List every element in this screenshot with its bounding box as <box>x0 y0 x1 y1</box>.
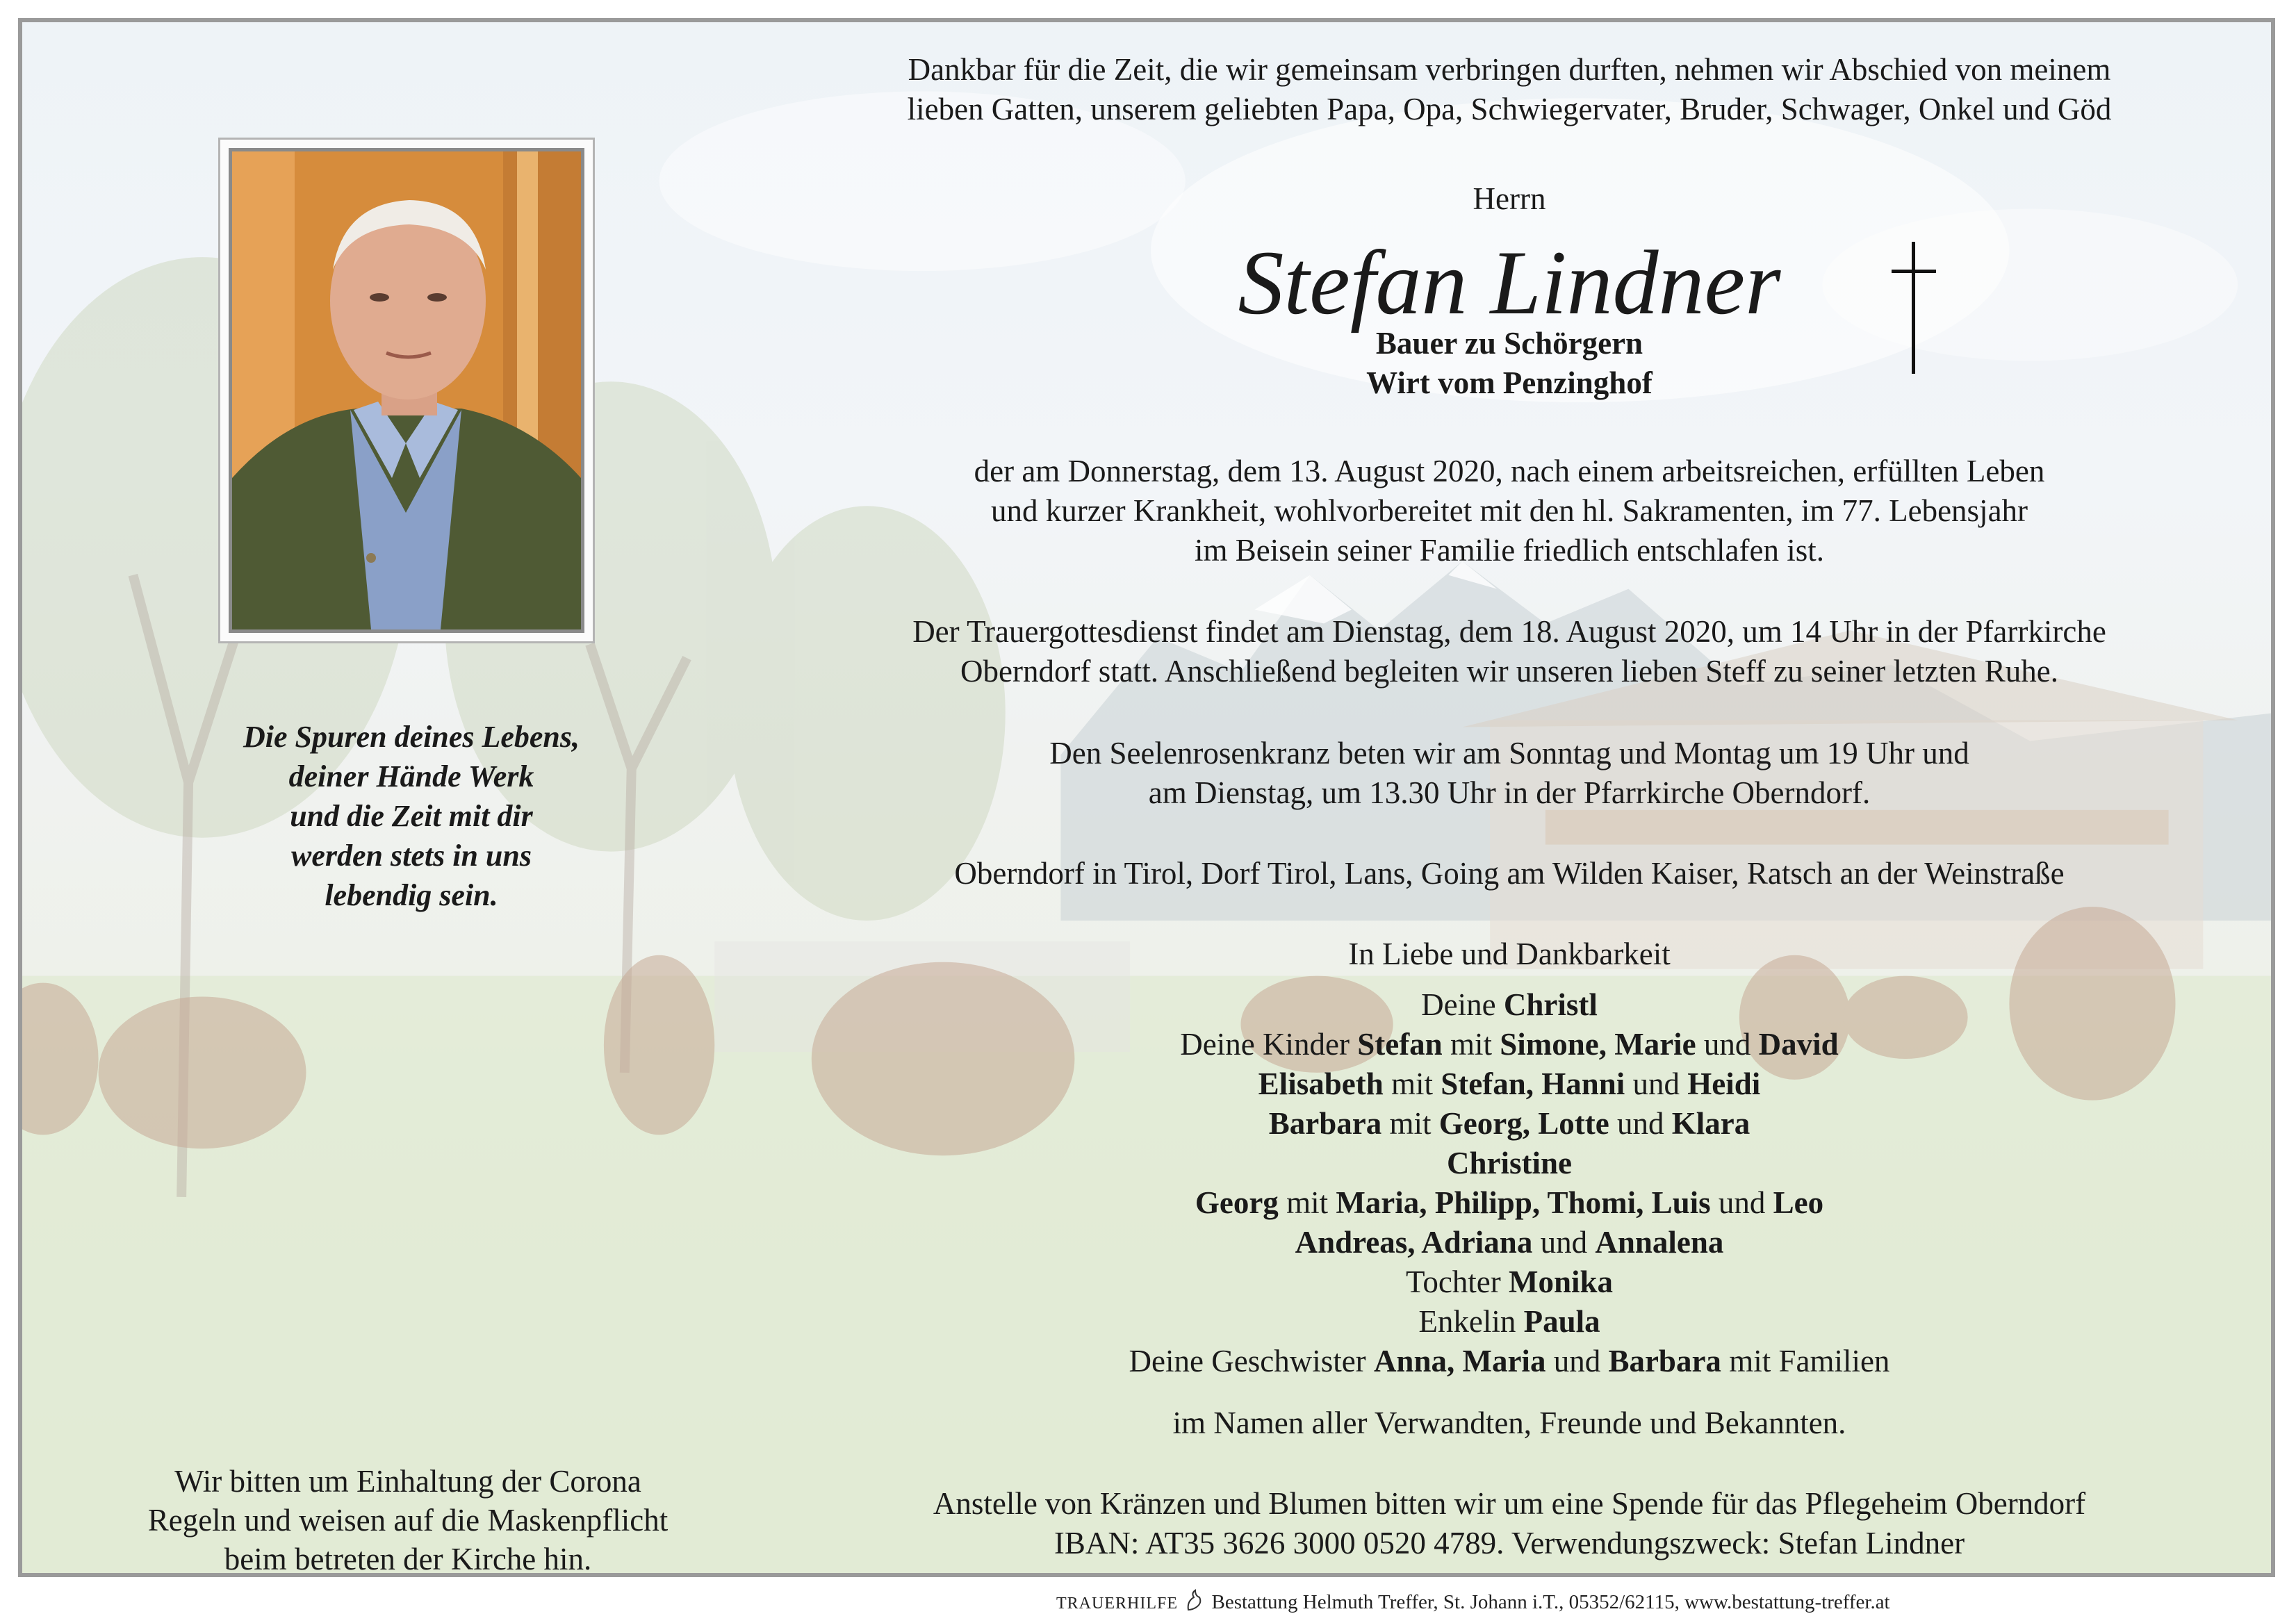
quote-line: Die Spuren deines Lebens, <box>243 720 580 754</box>
deceased-name: Stefan Lindner <box>1238 231 1781 333</box>
notice-line: der am Donnerstag, dem 13. August 2020, nach einem arbeitsreichen, erfüllten Leben <box>974 454 2045 488</box>
corona-line: beim betreten der Kirche hin. <box>224 1542 592 1576</box>
mourner-line: Deine Kinder Stefan mit Simone, Marie und David <box>1180 1027 1839 1062</box>
mourner-line: Andreas, Adriana und Annalena <box>1295 1225 1724 1260</box>
mourner-line: Deine Geschwister Anna, Maria und Barbara mit Familien <box>1129 1344 1890 1378</box>
funeral-line: Der Trauergottesdienst findet am Dienstag, dem 18. August 2020, um 14 Uhr in der Pfarrkirche <box>912 614 2106 649</box>
deceased-titles <box>794 324 2225 403</box>
mourner-line: Tochter Monika <box>1405 1264 1614 1299</box>
funeral-line: Oberndorf statt. Anschließend begleiten wir unseren lieben Steff zu seiner letzten Ruhe. <box>960 654 2058 689</box>
portrait-photo <box>229 148 584 633</box>
obituary-card <box>18 18 2275 1577</box>
notice-line: im Beisein seiner Familie friedlich entschlafen ist. <box>1195 533 1824 568</box>
mourner-line: Georg mit Maria, Philipp, Thomi, Luis und Leo <box>1195 1185 1824 1220</box>
footer-text: Bestattung Helmuth Treffer, St. Johann i.T., 05352/62115, www.bestattung-treffer.at <box>1211 1591 1890 1613</box>
quote-line: und die Zeit mit dir <box>290 799 533 833</box>
closing-phrase: In Liebe und Dankbarkeit <box>1348 937 1671 971</box>
title-line: Wirt vom Penzinghof <box>1366 365 1653 400</box>
rosary-info <box>794 734 2225 813</box>
mourner-line: Deine Christl <box>1421 987 1598 1022</box>
mourner-line: Elisabeth mit Stefan, Hanni und Heidi <box>1258 1066 1761 1101</box>
salutation: Herrn <box>1473 181 1546 216</box>
death-notice <box>794 452 2225 570</box>
mourners-list <box>794 985 2225 1381</box>
notice-line: und kurzer Krankheit, wohlvorbereitet mit den hl. Sakramenten, im 77. Lebensjahr <box>990 493 2028 528</box>
corona-line: Wir bitten um Einhaltung der Corona <box>174 1464 641 1499</box>
mourner-line: Barbara mit Georg, Lotte und Klara <box>1268 1106 1750 1141</box>
dove-icon <box>1186 1589 1204 1613</box>
mourner-line: Christine <box>1447 1146 1572 1180</box>
corona-line: Regeln und weisen auf die Maskenpflicht <box>147 1503 669 1538</box>
funeral-info <box>794 612 2225 691</box>
relatives-line: im Namen aller Verwandten, Freunde und Bekannten. <box>1172 1406 1846 1440</box>
rosary-line: am Dienstag, um 13.30 Uhr in der Pfarrkirche Oberndorf. <box>1148 775 1871 810</box>
title-line: Bauer zu Schörgern <box>1375 326 1643 361</box>
intro-text <box>794 50 2225 129</box>
quote-line: lebendig sein. <box>325 878 498 912</box>
rosary-line: Den Seelenrosenkranz beten wir am Sonntag und Montag um 19 Uhr und <box>1049 736 1969 771</box>
donation-line: Anstelle von Kränzen und Blumen bitten wir um eine Spende für das Pflegeheim Oberndorf <box>933 1486 2086 1521</box>
portrait-frame <box>218 138 595 643</box>
corona-notice <box>64 1462 752 1577</box>
footer-credit <box>1056 1589 1890 1614</box>
intro-line: Dankbar für die Zeit, die wir gemeinsam verbringen durften, nehmen wir Abschied von meinem <box>908 52 2111 87</box>
donation-info <box>794 1484 2225 1563</box>
quote-line: deiner Hände Werk <box>288 759 534 793</box>
intro-line: lieben Gatten, unserem geliebten Papa, Opa, Schwiegervater, Bruder, Schwager, Onkel und Göd <box>907 92 2112 126</box>
footer-brand: TRAUERHILFE <box>1056 1595 1178 1613</box>
donation-line: IBAN: AT35 3626 3000 0520 4789. Verwendungszweck: Stefan Lindner <box>1053 1526 1965 1560</box>
cross-icon <box>1892 242 1936 374</box>
mourner-line: Enkelin Paula <box>1418 1304 1600 1339</box>
places: Oberndorf in Tirol, Dorf Tirol, Lans, Going am Wilden Kaiser, Ratsch an der Weinstraße <box>954 856 2065 891</box>
memorial-quote <box>133 717 689 915</box>
quote-line: werden stets in uns <box>291 839 532 873</box>
